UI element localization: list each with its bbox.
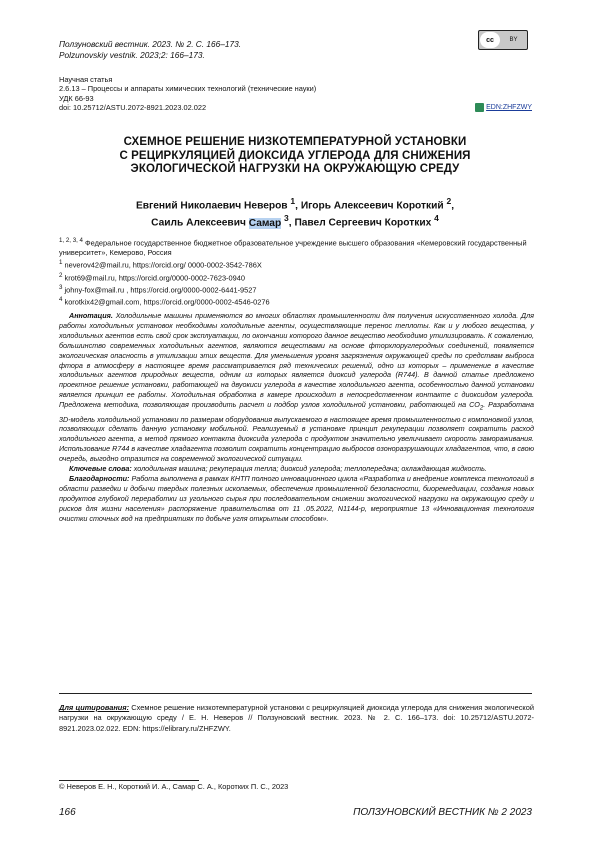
edn-link[interactable] <box>475 103 532 112</box>
page-number: 166 <box>59 807 76 818</box>
keywords-paragraph <box>59 464 534 474</box>
authors-line-1: Евгений Николаевич Неверов $^1$, Игорь Алексеевич Короткий $^2$, <box>135 196 455 212</box>
author-3-sup: 3 <box>284 213 289 224</box>
title-line-2: С РЕЦИРКУЛЯЦИЕЙ ДИОКСИДА УГЛЕРОДА ДЛЯ СНИЖЕНИЯ <box>119 149 471 162</box>
by-attribution-icon: BY <box>509 37 518 43</box>
citation-divider <box>59 693 532 694</box>
author-contact-3 <box>59 283 535 295</box>
contact-3-text[interactable]: johny-fox@mail.ru , https://orcid.org/0000-0002-6441-9527 <box>64 285 257 295</box>
citation-label: Для цитирования: <box>59 703 130 712</box>
article-type: Научная статья <box>59 75 113 84</box>
contact-4-sup: 4 <box>59 296 63 304</box>
edn-label: EDN:ZHFZWY <box>486 104 532 112</box>
article-metadata <box>59 75 532 113</box>
co2-subscript: 2 <box>479 405 484 412</box>
author-1-sup: 1 <box>290 196 296 206</box>
keywords-text: холодильная машина; рекуперация тепла; диоксид углерода; теплопередача; охлаждающая жидкость. <box>133 464 487 474</box>
acknowledgements-paragraph <box>59 474 534 524</box>
article-title <box>40 136 550 177</box>
contact-2-sup: 2 <box>59 271 63 279</box>
copyright-notice: © Неверов Е. Н., Короткий И. А., Самар С. А., Коротких П. С., 2023 <box>59 782 289 791</box>
journal-reference-ru: Ползуновский вестник. 2023. № 2. С. 166–173. <box>59 39 242 49</box>
keywords-label: Ключевые слова: <box>69 464 132 474</box>
contact-1-sup: 1 <box>59 259 63 267</box>
contact-4-text[interactable]: korotkix42@gmail.com, https://orcid.org/0000-0002-4546-0276 <box>64 297 270 307</box>
author-3-first-name: Саиль Алексеевич <box>151 217 246 229</box>
udc-code: УДК 66-93 <box>59 93 94 103</box>
doi: doi: 10.25712/ASTU.2072-8921.2023.02.022 <box>59 103 207 113</box>
affiliation-institution <box>59 236 535 258</box>
authors-line-2: Саиль Алексеевич Самар $^3$, Павел Сергеевич Коротких $^4$ <box>151 213 439 229</box>
author-3-surname-highlighted[interactable]: Самар <box>248 217 282 229</box>
title-line-1: СХЕМНОЕ РЕШЕНИЕ НИЗКОТЕМПЕРАТУРНОЙ УСТАНОВКИ <box>123 136 467 148</box>
author-1-name: Евгений Николаевич Неверов <box>135 200 288 212</box>
contact-3-sup: 3 <box>59 284 63 292</box>
title-line-3: ЭКОЛОГИЧЕСКОЙ НАГРУЗКИ НА ОКРУЖАЮЩУЮ СРЕДУ <box>130 163 460 175</box>
footer-journal-name: ПОЛЗУНОВСКИЙ ВЕСТНИК № 2 2023 <box>353 807 532 818</box>
doi-row <box>59 103 532 112</box>
acknowledgements-text: Работа выполнена в рамках КНТП полного инновационного цикла «Разработка и внедрение комплекса технологий в области разведки и добычи твердых полезных ископаемых, обеспечения промышленной безопасности, биоремедиации, создания новых продуктов глубокой переработки из угольного сырья при последовательном снижении экологической нагрузки на окружающую среду и рисков для жизни населения» распоряжение правительства от 11 .05.2022, N1144-р, мероприятие 13 «Инновационная технология очистки сточных вод на предприятиях по добыче угля открытым способом». <box>59 473 535 523</box>
abstract-label: Аннотация. <box>69 311 113 320</box>
author-contact-2 <box>59 271 535 283</box>
author-2-name: Игорь Алексеевич Короткий <box>300 200 444 212</box>
affiliation-sup: 1, 2, 3, 4 <box>59 237 83 244</box>
specialty-code: 2.6.13 – Процессы и аппараты химических технологий (технические науки) <box>59 84 317 94</box>
contact-1-text[interactable]: neverov42@mail.ru, https://orcid.org/ 0000-0002-3542-786X <box>64 260 262 270</box>
affiliation-text: Федеральное государственное бюджетное образовательное учреждение высшего образования «Кемеровский государственный университет», Кемерово, Россия <box>59 238 527 258</box>
citation-text: Схемное решение низкотемпературной установки с рециркуляцией диоксида углерода для снижения экологической нагрузки на окружающую среду / Е. Н. Неверов // Ползуновский вестник. 2023. № 2. С. 166–173. doi: 10.25712/ASTU.2072-8921.2023.02.022. EDN: https://elibrary.ru/ZHFZWY. <box>59 703 534 733</box>
abstract-block <box>59 311 534 523</box>
author-2-sup: 2 <box>446 196 452 206</box>
author-contact-1 <box>59 258 535 270</box>
copyright-divider <box>59 780 199 781</box>
abstract-text-part-2: . Разработана 3D-модель холодильной установки по размерам оборудования выпускаемого в настоящее время промышленностью с компоновкой узлов, позволяющих сделать данную установку мобильной. Реализуемый в установке принцип рекуперации позволяет сократить расход холодильного агента, а метод прямого контакта диоксида углерода с продуктом значительно увеличивает скорость замораживания. Использование R744 в качестве хладагента позволит сократить концентрацию выбросов озоноразрушающих хладагентов, что, в свою очередь, выгодно отразится на современной экологической ситуации. <box>59 400 535 464</box>
acknowledgements-label: Благодарности: <box>69 473 130 483</box>
abstract-paragraph <box>59 311 534 464</box>
citation-block <box>59 703 534 734</box>
author-list <box>40 195 550 230</box>
affiliations <box>59 236 535 308</box>
author-4-name: Павел Сергеевич Коротких <box>294 217 432 229</box>
contact-2-text[interactable]: krot69@mail.ru, https://orcid.org/0000-0002-7623-0940 <box>64 273 245 283</box>
journal-reference-en: Polzunovskiy vestnik. 2023;2: 166–173. <box>59 49 205 60</box>
cc-by-license-icon[interactable] <box>478 30 528 50</box>
abstract-text-part-1: Холодильные машины применяются во многих областях промышленности для получения искусственного холода. Для работы холодильных установок необходимы холодильные агенты, осуществляющие перенос теплоты. Как и у любого вещества, у холодильных агентов есть свой срок эксплуатации, по окончании которого данное вещество необходимо утилизировать. К сожалению, большинство современных холодильных агентов, являются веществами на основе фторхлоруглеродных соединений, появляется экологическая опасность в утилизации этих веществ. Для уменьшения уровня загрязнения окружающей среды по средствам выброса фтора в атмосферу в настоящее время рассматривается ряд технических решений, одно из которых – применение в качестве холодильных агентов природных веществ, одним из которых является диоксид углерода (R744). В данной статье предложено проектное решение установки, работающей на двуокиси углерода в качестве холодильного агента, особенностью данной установки является принцип ее работы. Холодильная обработка в камере происходит в непосредственном контакте с диоксидом углерода. Предложена методика, позволяющая производить расчет и подбор узлов холодильной установки, работающей на CO <box>59 311 535 410</box>
cc-logo-icon: cc <box>480 32 500 48</box>
author-contact-4 <box>59 295 535 307</box>
author-4-sup: 4 <box>434 213 439 224</box>
edn-logo-icon <box>475 103 484 112</box>
journal-reference <box>59 39 241 60</box>
